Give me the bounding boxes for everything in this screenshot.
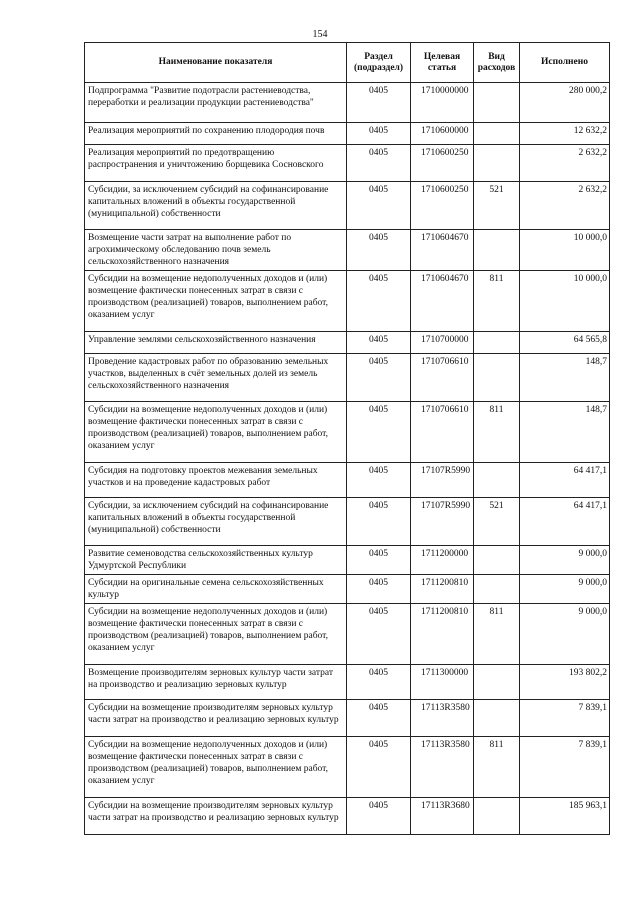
table-header <box>85 43 610 83</box>
row-target: 1710706610 <box>411 402 474 463</box>
row-section: 0405 <box>347 463 411 498</box>
row-vid: 811 <box>474 402 520 463</box>
header-name: Наименование показателя <box>85 43 347 83</box>
row-vid: 811 <box>474 604 520 665</box>
row-amount: 64 417,1 <box>520 498 610 546</box>
row-amount: 9 000,0 <box>520 546 610 575</box>
row-section: 0405 <box>347 575 411 604</box>
row-vid <box>474 798 520 835</box>
row-section: 0405 <box>347 332 411 354</box>
row-vid <box>474 546 520 575</box>
table-row <box>85 798 610 835</box>
row-section: 0405 <box>347 354 411 402</box>
row-name: Субсидия на подготовку проектов межевания земельных участков и на проведение кадастровых работ <box>85 463 347 498</box>
row-name: Проведение кадастровых работ по образованию земельных участков, выделенных в счёт земельных долей из земель сельскохозяйственного назначения <box>85 354 347 402</box>
row-section: 0405 <box>347 700 411 737</box>
row-amount: 12 632,2 <box>520 123 610 145</box>
row-section: 0405 <box>347 737 411 798</box>
row-section: 0405 <box>347 498 411 546</box>
row-name: Развитие семеноводства сельскохозяйственных культур Удмуртской Республики <box>85 546 347 575</box>
row-name: Субсидии на возмещение недополученных доходов и (или) возмещение фактически понесенных затрат в связи с производством (реализацией) товаров, выполнением работ, оказанием услуг <box>85 737 347 798</box>
table-row <box>85 182 610 230</box>
row-name: Возмещение части затрат на выполнение работ по агрохимическому обследованию почв земель сельскохозяйственного назначения <box>85 230 347 271</box>
header-section: Раздел (подраздел) <box>347 43 411 83</box>
table-row <box>85 498 610 546</box>
table-row <box>85 123 610 145</box>
row-target: 1711300000 <box>411 665 474 700</box>
row-section: 0405 <box>347 402 411 463</box>
row-target: 1711200000 <box>411 546 474 575</box>
row-target: 17113R3580 <box>411 700 474 737</box>
row-target: 1710600250 <box>411 182 474 230</box>
table-row <box>85 575 610 604</box>
table-row <box>85 463 610 498</box>
row-vid <box>474 700 520 737</box>
row-name: Реализация мероприятий по предотвращению распространения и уничтожению борщевика Сосновского <box>85 145 347 182</box>
row-target: 1710600000 <box>411 123 474 145</box>
row-amount: 2 632,2 <box>520 145 610 182</box>
row-amount: 2 632,2 <box>520 182 610 230</box>
row-amount: 9 000,0 <box>520 604 610 665</box>
row-vid: 811 <box>474 271 520 332</box>
row-name: Субсидии, за исключением субсидий на софинансирование капитальных вложений в объекты государственной (муниципальной) собственности <box>85 498 347 546</box>
row-target: 1710604670 <box>411 230 474 271</box>
row-section: 0405 <box>347 271 411 332</box>
row-target: 1710706610 <box>411 354 474 402</box>
row-name: Субсидии на возмещение производителям зерновых культур части затрат на производство и реализацию зерновых культур <box>85 798 347 835</box>
row-section: 0405 <box>347 182 411 230</box>
table-row <box>85 604 610 665</box>
row-vid <box>474 463 520 498</box>
row-amount: 185 963,1 <box>520 798 610 835</box>
row-target: 17113R3580 <box>411 737 474 798</box>
table-row <box>85 332 610 354</box>
row-vid <box>474 575 520 604</box>
header-target: Целевая статья <box>411 43 474 83</box>
row-section: 0405 <box>347 798 411 835</box>
row-amount: 7 839,1 <box>520 737 610 798</box>
row-name: Субсидии на оригинальные семена сельскохозяйственных культур <box>85 575 347 604</box>
table-row <box>85 665 610 700</box>
row-amount: 280 000,2 <box>520 83 610 123</box>
row-target: 1711200810 <box>411 575 474 604</box>
table-row <box>85 83 610 123</box>
row-vid: 811 <box>474 737 520 798</box>
table-row <box>85 271 610 332</box>
table-row <box>85 737 610 798</box>
row-name: Субсидии на возмещение производителям зерновых культур части затрат на производство и реализацию зерновых культур <box>85 700 347 737</box>
row-name: Субсидии на возмещение недополученных доходов и (или) возмещение фактически понесенных затрат в связи с производством (реализацией) товаров, выполнением работ, оказанием услуг <box>85 604 347 665</box>
row-vid: 521 <box>474 498 520 546</box>
row-section: 0405 <box>347 230 411 271</box>
row-name: Субсидии на возмещение недополученных доходов и (или) возмещение фактически понесенных затрат в связи с производством (реализацией) товаров, выполнением работ, оказанием услуг <box>85 402 347 463</box>
table-row <box>85 546 610 575</box>
header-vid: Вид расходов <box>474 43 520 83</box>
row-amount: 193 802,2 <box>520 665 610 700</box>
row-name: Субсидии на возмещение недополученных доходов и (или) возмещение фактически понесенных затрат в связи с производством (реализацией) товаров, выполнением работ, оказанием услуг <box>85 271 347 332</box>
row-name: Управление землями сельскохозяйственного назначения <box>85 332 347 354</box>
row-target: 17107R5990 <box>411 463 474 498</box>
row-section: 0405 <box>347 546 411 575</box>
row-amount: 64 417,1 <box>520 463 610 498</box>
row-target: 17107R5990 <box>411 498 474 546</box>
row-target: 1710604670 <box>411 271 474 332</box>
row-vid <box>474 83 520 123</box>
row-amount: 10 000,0 <box>520 230 610 271</box>
table-row <box>85 145 610 182</box>
row-amount: 64 565,8 <box>520 332 610 354</box>
row-vid <box>474 665 520 700</box>
row-section: 0405 <box>347 604 411 665</box>
row-section: 0405 <box>347 665 411 700</box>
row-section: 0405 <box>347 123 411 145</box>
row-target: 1710700000 <box>411 332 474 354</box>
row-amount: 9 000,0 <box>520 575 610 604</box>
expenditure-table <box>84 42 610 835</box>
page-number: 154 <box>312 29 328 40</box>
table-row <box>85 402 610 463</box>
row-vid: 521 <box>474 182 520 230</box>
row-amount: 7 839,1 <box>520 700 610 737</box>
row-amount: 148,7 <box>520 354 610 402</box>
row-amount: 148,7 <box>520 402 610 463</box>
row-target: 1711200810 <box>411 604 474 665</box>
row-name: Реализация мероприятий по сохранению плодородия почв <box>85 123 347 145</box>
header-amount: Исполнено <box>520 43 610 83</box>
row-vid <box>474 123 520 145</box>
row-vid <box>474 145 520 182</box>
table-row <box>85 354 610 402</box>
row-section: 0405 <box>347 145 411 182</box>
table-row <box>85 230 610 271</box>
row-vid <box>474 354 520 402</box>
row-amount: 10 000,0 <box>520 271 610 332</box>
row-name: Подпрограмма "Развитие подотрасли растениеводства, переработки и реализации продукции растениеводства" <box>85 83 347 123</box>
row-vid <box>474 230 520 271</box>
row-section: 0405 <box>347 83 411 123</box>
row-vid <box>474 332 520 354</box>
row-name: Субсидии, за исключением субсидий на софинансирование капитальных вложений в объекты государственной (муниципальной) собственности <box>85 182 347 230</box>
row-target: 17113R3680 <box>411 798 474 835</box>
table-body <box>85 83 610 835</box>
row-target: 1710600250 <box>411 145 474 182</box>
table-row <box>85 700 610 737</box>
row-target: 1710000000 <box>411 83 474 123</box>
row-name: Возмещение производителям зерновых культур части затрат на производство и реализацию зерновых культур <box>85 665 347 700</box>
